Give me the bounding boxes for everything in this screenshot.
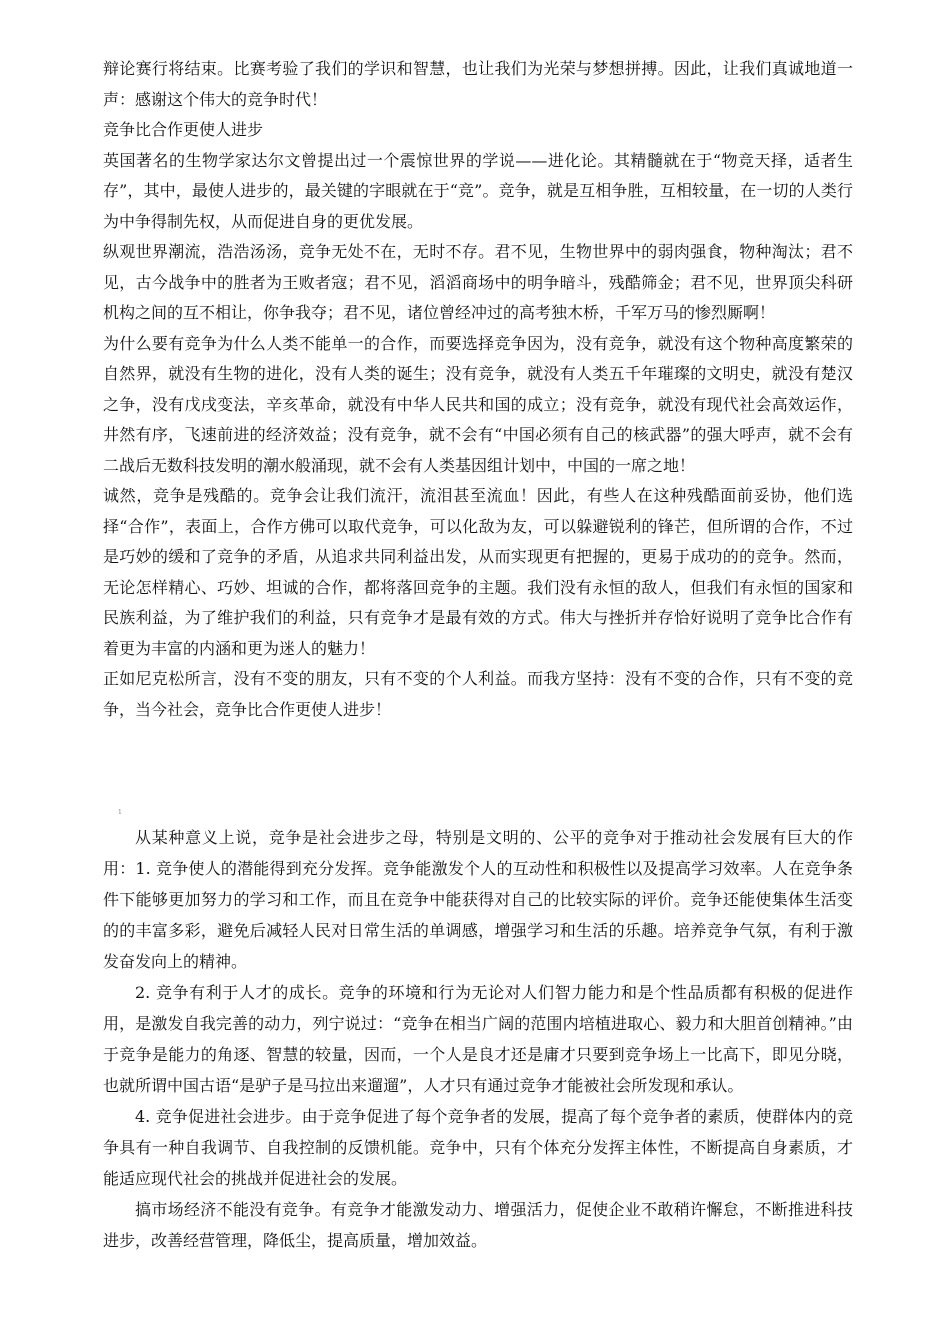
paragraph-market-economy: 搞市场经济不能没有竞争。有竞争才能激发动力、增强活力，促使企业不敢稍许懈怠，不断推进科技进步，改善经营管理，降低尘，提高质量，增加效益。 (103, 1200, 853, 1250)
paragraph-point-4: 4. 竞争促进社会进步。由于竞争促进了每个竞争者的发展，提高了每个竞争者的素质，使群体内的竞争具有一种自我调节、自我控制的反馈机能。竞争中，只有个体充分发挥主体性，不断提高自身素质，才能适应现代社会的挑战并促进社会的发展。 (103, 1107, 853, 1188)
document-section-1 (103, 54, 853, 725)
paragraph-point-1: 从某种意义上说，竞争是社会进步之母，特别是文明的、公平的竞争对于推动社会发展有巨大的作用：1. 竞争使人的潜能得到充分发挥。竞争能激发个人的互动性和积极性以及提高学习效率。人在竞争条件下能够更加努力的学习和工作，而且在竞争中能获得对自己的比较实际的评价。竞争还能使集体生活变的的丰富多彩，避免后减轻人民对日常生活的单调感，增强学习和生活的乐趣。培养竞争气氛，有利于激发奋发向上的精神。 (103, 828, 853, 971)
paragraph-closing-remarks: 辩论赛行将结束。比赛考验了我们的学识和智慧，也让我们为光荣与梦想拼搏。因此，让我们真诚地道一声：感谢这个伟大的竞争时代！ (103, 59, 853, 109)
paragraph-world-trends: 纵观世界潮流，浩浩汤汤，竞争无处不在，无时不存。君不见，生物世界中的弱肉强食，物种淘汰；君不见，古今战争中的胜者为王败者寇；君不见，滔滔商场中的明争暗斗，残酷筛金；君不见，世界顶尖科研机构之间的互不相让，你争我夺；君不见，诸位曾经冲过的高考独木桥，千军万马的惨烈厮啊！ (103, 242, 853, 322)
paragraph-darwin: 英国著名的生物学家达尔文曾提出过一个震惊世界的学说——进化论。其精髓就在于“物竞天择，适者生存”，其中，最使人进步的，最关键的字眼就在于“竞”。竞争，就是互相争胜，互相较量，在一切的人类行为中争得制先权，从而促进自身的更优发展。 (103, 150, 853, 231)
paragraph-why-compete: 为什么要有竞争为什么人类不能单一的合作，而要选择竞争因为，没有竞争，就没有这个物种高度繁荣的自然界，就没有生物的进化，没有人类的诞生；没有竞争，就没有人类五千年璀璨的文明史，就没有楚汉之争，没有戊戌变法，辛亥革命，就没有中华人民共和国的成立；没有竞争，就没有现代社会高效运作，井然有序，飞速前进的经济效益；没有竞争，就不会有“中国必须有自己的核武器”的强大呼声，就不会有二战后无数科技发明的潮水般涌现，就不会有人类基因组计划中，中国的一席之地！ (103, 333, 853, 475)
paragraph-conclusion: 正如尼克松所言，没有不变的朋友，只有不变的个人利益。而我方坚持：没有不变的合作，只有不变的竞争，当今社会，竞争比合作更使人进步！ (103, 669, 853, 719)
heading-debate-topic: 竞争比合作更使人进步 (103, 120, 264, 139)
footnote-mark: 1 (118, 809, 122, 816)
paragraph-cruelty: 诚然，竞争是残酷的。竞争会让我们流汗，流泪甚至流血！因此，有些人在这种残酷面前妥协，他们选择“合作”，表面上，合作方佛可以取代竞争，可以化敌为友，可以躲避锐利的锋芒，但所谓的合作，不过是巧妙的缓和了竞争的矛盾，从追求共同利益出发，从而实现更有把握的，更易于成功的的竞争。然而，无论怎样精心、巧妙、坦诚的合作，都将落回竞争的主题。我们没有永恒的敌人，但我们有永恒的国家和民族利益，为了维护我们的利益，只有竞争才是最有效的方式。伟大与挫折并存恰好说明了竞争比合作有着更为丰富的内涵和更为迷人的魅力！ (103, 486, 853, 658)
paragraph-point-2: 2. 竞争有利于人才的成长。竞争的环境和行为无论对人们智力能力和是个性品质都有积极的促进作用，是激发自我完善的动力，列宁说过：“竞争在相当广阔的范围内培植进取心、毅力和大胆首创精神。”由于竞争是能力的角逐、智慧的较量，因而，一个人是良才还是庸才只要到竞争场上一比高下，即见分晓，也就所谓中国古语“是驴子是马拉出来遛遛”，人才只有通过竞争才能被社会所发现和承认。 (103, 983, 853, 1095)
document-section-2 (103, 822, 853, 1256)
